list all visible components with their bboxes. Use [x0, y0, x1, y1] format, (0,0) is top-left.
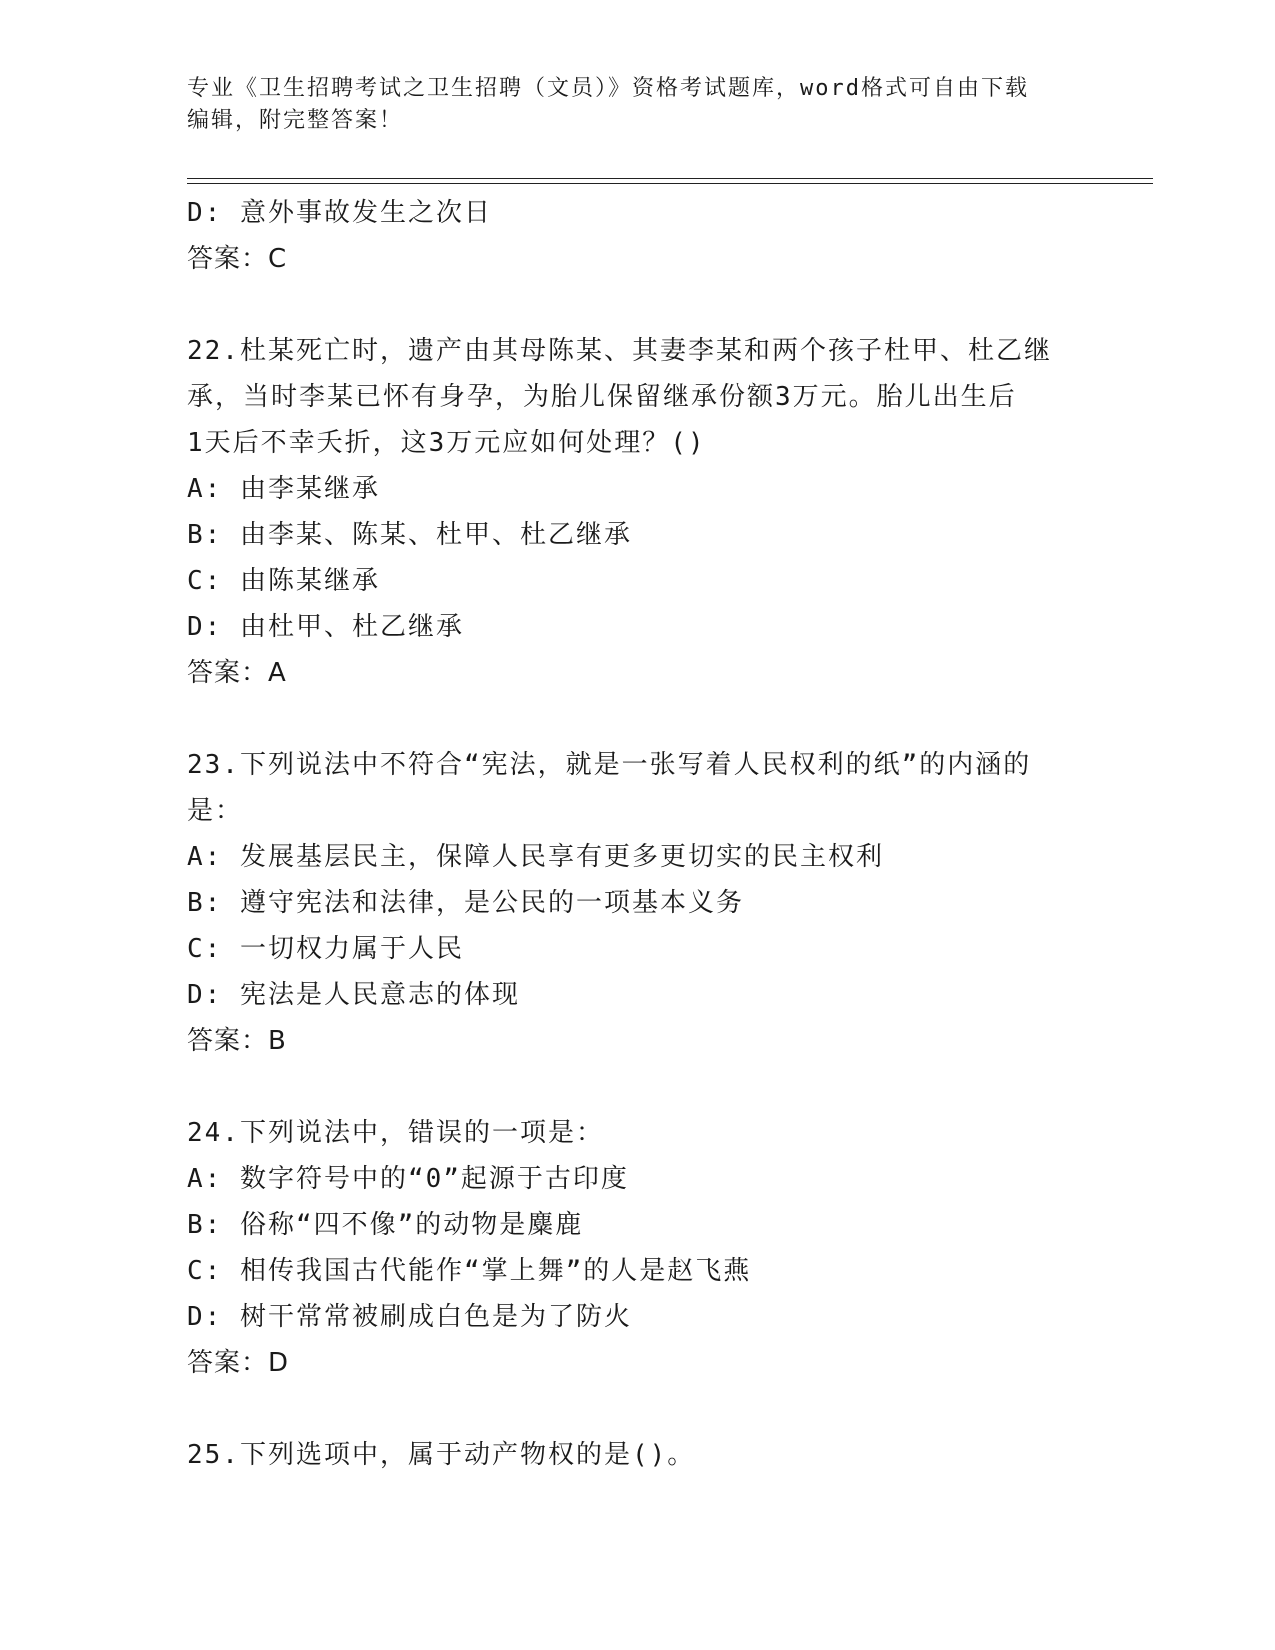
option-a: A: 发展基层民主，保障人民享有更多更切实的民主权利: [187, 842, 884, 872]
option-d: D: 意外事故发生之次日: [187, 198, 492, 228]
spacer: [187, 1064, 1087, 1110]
option-b: B: 遵守宪法和法律，是公民的一项基本义务: [187, 888, 744, 918]
question-23: [187, 742, 1087, 1064]
answer: 答案：C: [187, 244, 288, 274]
header-line-1: 专业《卫生招聘考试之卫生招聘（文员）》资格考试题库，word格式可自由下载: [187, 76, 1029, 101]
question-21-tail: [187, 190, 1087, 282]
question-list: [187, 190, 1087, 1478]
question-stem: 24.下列说法中，错误的一项是：: [187, 1118, 604, 1148]
option-d: D: 树干常常被刷成白色是为了防火: [187, 1302, 632, 1332]
answer: 答案：B: [187, 1026, 287, 1056]
header-line-2: 编辑，附完整答案！: [187, 108, 404, 133]
spacer: [187, 696, 1087, 742]
spacer: [187, 282, 1087, 328]
question-24: [187, 1110, 1087, 1386]
question-stem: 1天后不幸夭折，这3万元应如何处理？(): [187, 428, 706, 458]
option-d: D: 宪法是人民意志的体现: [187, 980, 520, 1010]
option-a: A: 由李某继承: [187, 474, 380, 504]
option-b: B: 由李某、陈某、杜甲、杜乙继承: [187, 520, 632, 550]
option-c: C: 相传我国古代能作“掌上舞”的人是赵飞燕: [187, 1256, 752, 1286]
question-stem: 25.下列选项中，属于动产物权的是()。: [187, 1440, 696, 1470]
answer: 答案：A: [187, 658, 287, 688]
question-25: [187, 1432, 1087, 1478]
header-rule-bottom: [187, 183, 1153, 184]
option-c: C: 一切权力属于人民: [187, 934, 464, 964]
header-rule-top: [187, 178, 1153, 179]
question-stem: 是：: [187, 796, 244, 826]
option-b: B: 俗称“四不像”的动物是麋鹿: [187, 1210, 584, 1240]
question-stem: 承，当时李某已怀有身孕，为胎儿保留继承份额3万元。胎儿出生后: [187, 382, 1017, 412]
question-stem: 23.下列说法中不符合“宪法，就是一张写着人民权利的纸”的内涵的: [187, 750, 1032, 780]
option-c: C: 由陈某继承: [187, 566, 380, 596]
answer: 答案：D: [187, 1348, 290, 1378]
document-header: [187, 73, 1087, 137]
question-stem: 22.杜某死亡时，遗产由其母陈某、其妻李某和两个孩子杜甲、杜乙继: [187, 336, 1052, 366]
spacer: [187, 1386, 1087, 1432]
option-a: A: 数字符号中的“0”起源于古印度: [187, 1164, 629, 1194]
option-d: D: 由杜甲、杜乙继承: [187, 612, 464, 642]
question-22: [187, 328, 1087, 696]
